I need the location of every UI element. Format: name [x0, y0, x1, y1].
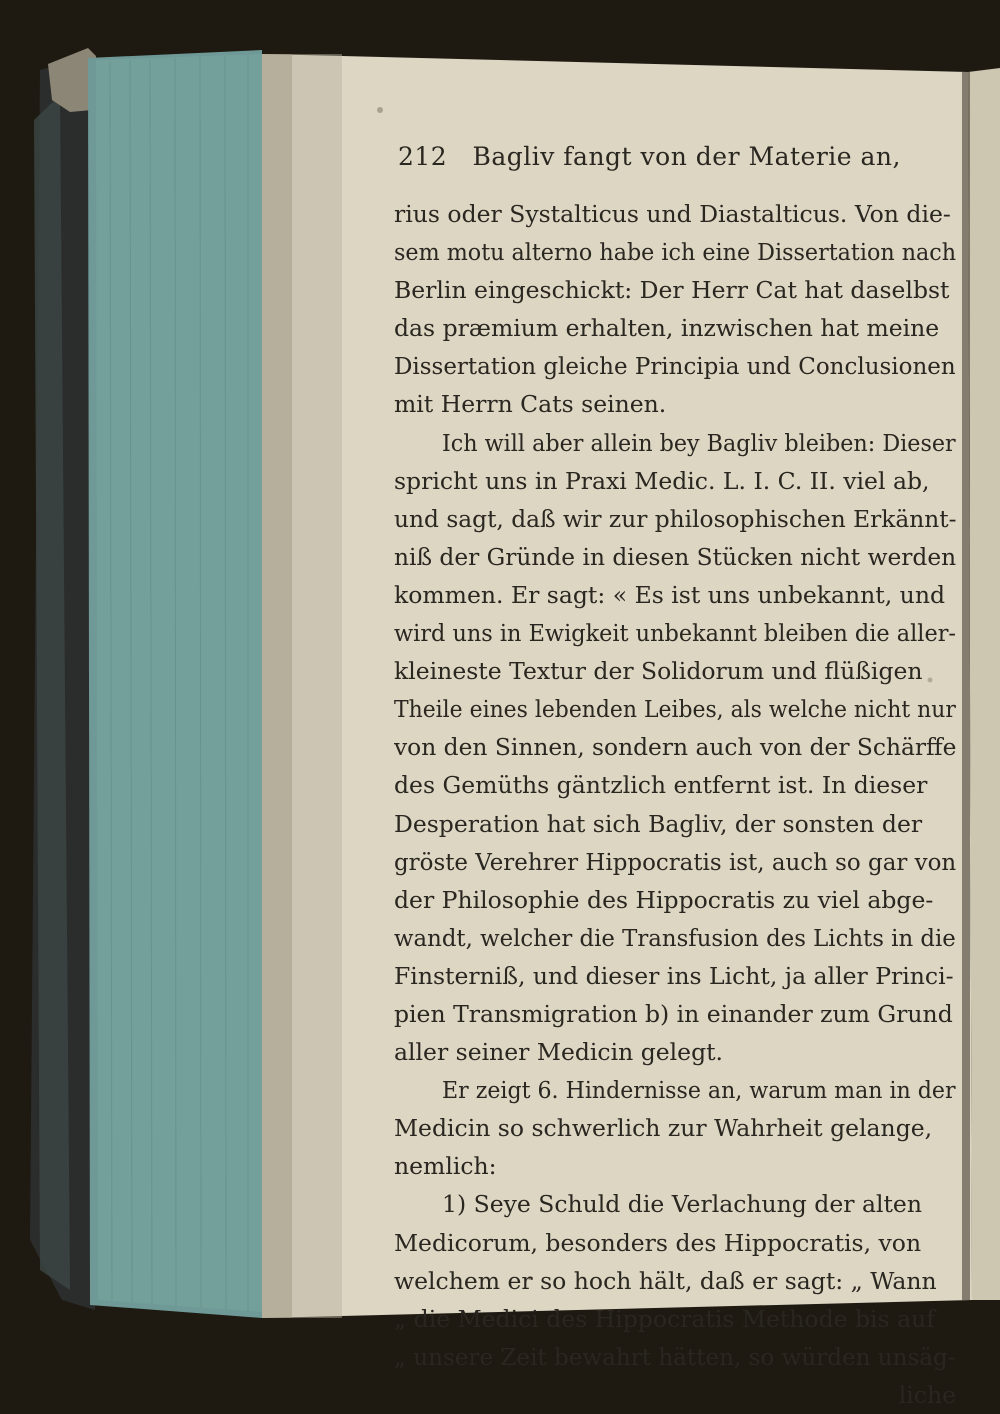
text-line: das præmium erhalten, inzwischen hat meine — [394, 314, 940, 343]
text-line: von den Sinnen, sondern auch von der Schärffe — [394, 733, 956, 762]
text-line: Medicin so schwerlich zur Wahrheit gelange, — [394, 1114, 933, 1143]
page-body-text — [394, 195, 956, 1414]
text-line: Finsterniß, und dieser ins Licht, ja aller Princi- — [394, 961, 954, 990]
page-number: 212 — [398, 142, 448, 171]
text-line: kleineste Textur der Solidorum und flüßigen — [394, 657, 923, 686]
text-line: rius oder Systalticus und Diastalticus. Von die- — [394, 200, 951, 228]
text-line: sem motu alterno habe ich eine Dissertation nach — [394, 238, 956, 267]
text-line: Medicorum, besonders des Hippocratis, von — [394, 1228, 922, 1257]
paragraph-start-line: Ich will aber allein bey Bagliv bleiben: Dieser — [442, 428, 956, 457]
text-line: Berlin eingeschickt: Der Herr Cat hat daselbst — [394, 276, 950, 305]
text-line: nemlich: — [394, 1152, 497, 1181]
text-line: des Gemüths gäntzlich entfernt ist. In dieser — [394, 771, 928, 800]
running-header — [398, 142, 901, 178]
text-line: gröste Verehrer Hippocratis ist, auch so gar von — [394, 847, 956, 876]
catchword: liche — [898, 1380, 956, 1409]
paragraph-start-line: 1) Seye Schuld die Verlachung der alten — [442, 1190, 922, 1219]
running-head-title: Bagliv fangt von der Materie an, — [472, 142, 901, 171]
text-line: und sagt, daß wir zur philosophischen Erkännt- — [394, 504, 956, 533]
text-line: aller seiner Medicin gelegt. — [394, 1038, 724, 1067]
text-line: welchem er so hoch hält, daß er sagt: „ Wann — [394, 1266, 937, 1295]
text-line: Desperation hat sich Bagliv, der sonsten der — [394, 809, 923, 838]
text-line: wandt, welcher die Transfusion des Lichts in die — [394, 923, 956, 952]
text-line: kommen. Er sagt: « Es ist uns unbekannt, und — [394, 580, 945, 609]
paragraph-start-line: Er zeigt 6. Hindernisse an, warum man in der — [442, 1076, 956, 1105]
text-line: wird uns in Ewigkeit unbekannt bleiben die aller- — [394, 619, 956, 648]
text-line: Dissertation gleiche Principia und Conclusionen — [394, 352, 956, 381]
text-line: Theile eines lebenden Leibes, als welche nicht nur — [394, 695, 956, 724]
text-line: „ die Medici des Hippocratis Methode bis auf — [394, 1304, 935, 1333]
text-line: spricht uns in Praxi Medic. L. I. C. II. viel ab, — [394, 466, 930, 495]
text-line: „ unsere Zeit bewahrt hätten, so würden unsäg- — [394, 1342, 956, 1371]
text-line: pien Transmigration b) in einander zum Grund — [394, 999, 953, 1028]
text-line: der Philosophie des Hippocratis zu viel abge- — [394, 885, 934, 914]
text-line: niß der Gründe in diesen Stücken nicht werden — [394, 542, 956, 571]
text-line: mit Herrn Cats seinen. — [394, 390, 667, 419]
next-page-edge — [968, 68, 1000, 1300]
